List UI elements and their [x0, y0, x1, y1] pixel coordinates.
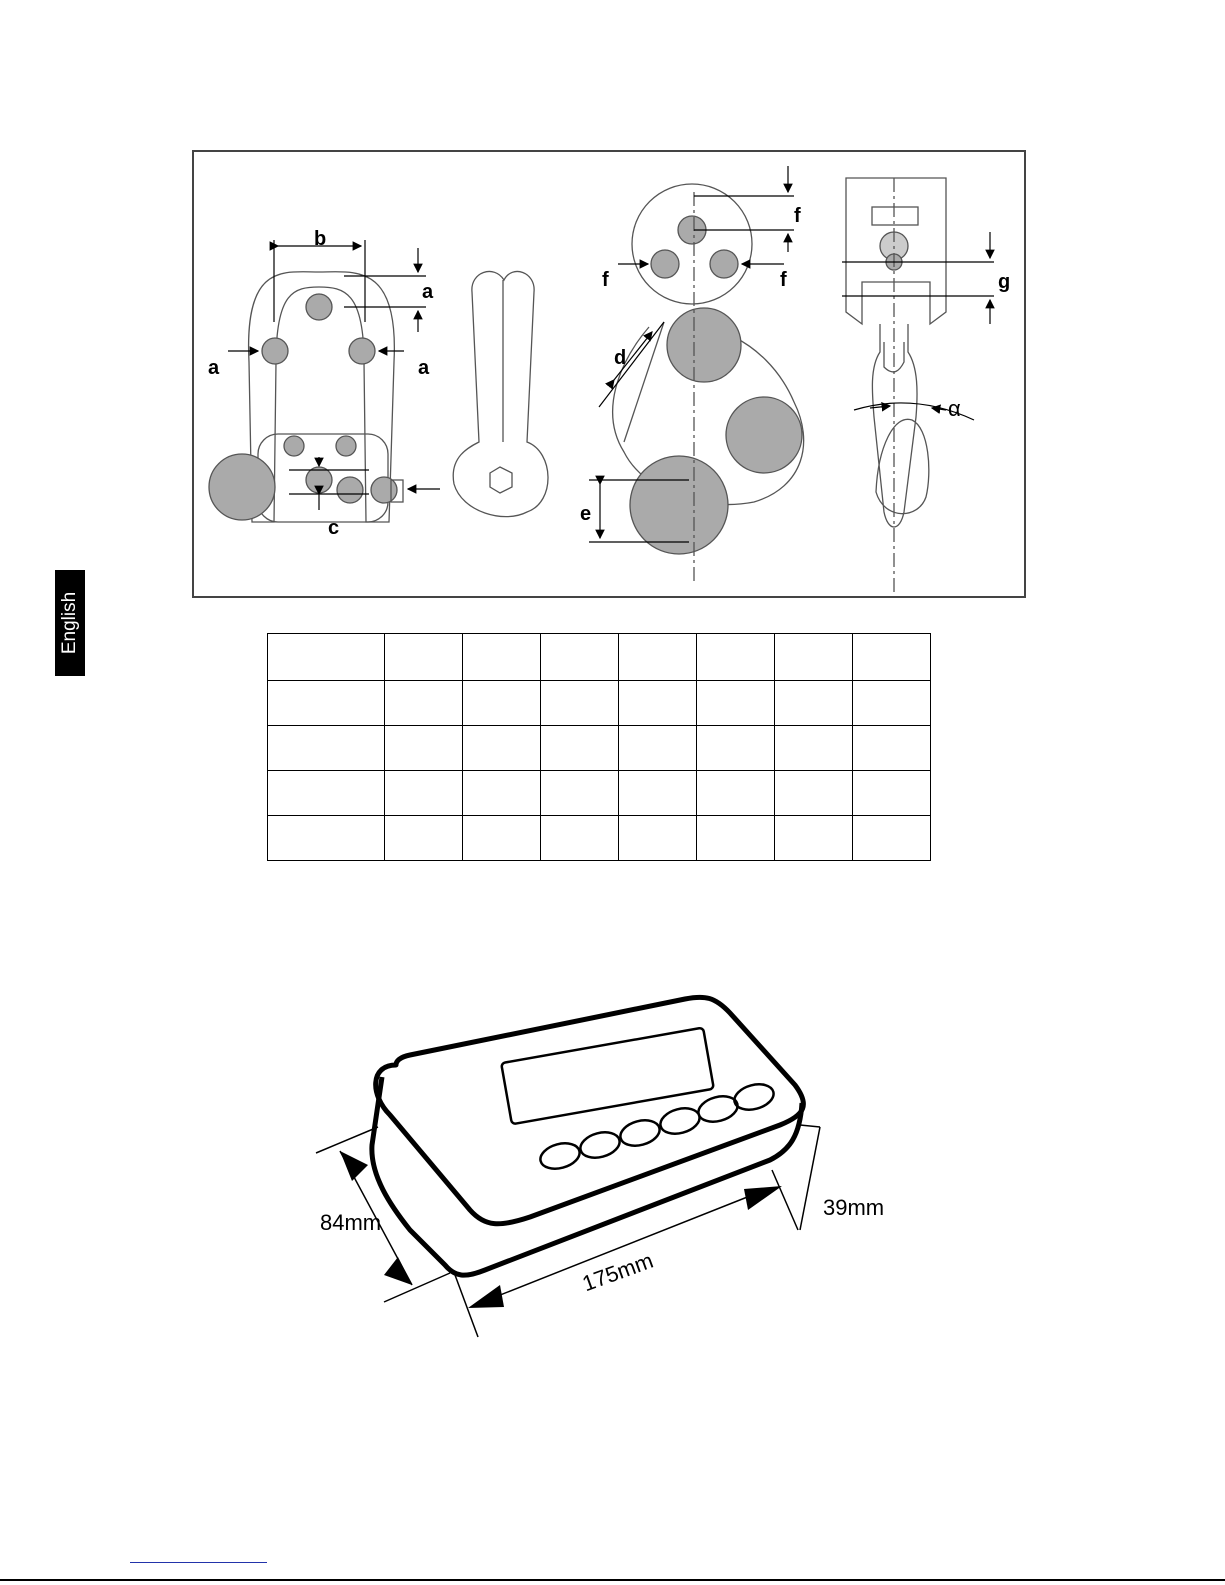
table-cell — [619, 634, 697, 681]
table-cell — [463, 726, 541, 771]
label-f-left: f — [602, 269, 609, 291]
hook-dimensions-figure — [192, 150, 1026, 598]
table-cell — [463, 681, 541, 726]
table-cell — [463, 771, 541, 816]
table-cell — [385, 816, 463, 861]
label-a-left: a — [208, 357, 220, 379]
display-button-4 — [658, 1104, 703, 1138]
table-cell — [697, 681, 775, 726]
display-button-1 — [538, 1139, 583, 1173]
label-e: e — [580, 503, 592, 525]
depth-label: 84mm — [320, 1210, 382, 1235]
label-alpha: α — [948, 396, 961, 421]
table-cell — [541, 816, 619, 861]
table-cell — [385, 726, 463, 771]
table-cell — [385, 681, 463, 726]
table-cell — [268, 771, 385, 816]
table-cell — [853, 634, 931, 681]
table-cell — [463, 816, 541, 861]
table-cell — [541, 771, 619, 816]
table-cell — [541, 634, 619, 681]
hook-side-dimension-lines — [842, 232, 994, 420]
table-cell — [541, 681, 619, 726]
table-row — [268, 681, 931, 726]
table-cell — [385, 634, 463, 681]
table-cell — [463, 634, 541, 681]
display-button-3 — [618, 1116, 663, 1150]
language-tab-label: English — [59, 591, 80, 655]
table-row — [268, 771, 931, 816]
table-cell — [775, 681, 853, 726]
table-cell — [853, 771, 931, 816]
label-a-right: a — [418, 357, 430, 379]
label-g: g — [998, 271, 1011, 293]
language-tab — [55, 570, 85, 676]
table-cell — [775, 634, 853, 681]
table-cell — [697, 726, 775, 771]
table-cell — [697, 634, 775, 681]
table-row — [268, 816, 931, 861]
table-row — [268, 634, 931, 681]
label-f-right: f — [780, 269, 787, 291]
footer-link-underline — [130, 1562, 267, 1563]
table-cell — [268, 681, 385, 726]
label-d: d — [614, 347, 627, 369]
table-cell — [619, 681, 697, 726]
display-screen — [501, 1028, 714, 1125]
table-cell — [853, 681, 931, 726]
width-label: 175mm — [578, 1247, 657, 1297]
dimension-table — [267, 633, 931, 861]
table-cell — [619, 816, 697, 861]
display-housing-drawing — [300, 985, 940, 1365]
hook-dimensions-drawing — [194, 152, 1024, 596]
shackle-side-view — [453, 271, 548, 516]
hook-front-view — [613, 184, 804, 582]
table-cell — [268, 816, 385, 861]
table-cell — [268, 634, 385, 681]
display-dimension-lines — [316, 1125, 820, 1337]
table-cell — [697, 816, 775, 861]
table-cell — [853, 726, 931, 771]
table-cell — [775, 726, 853, 771]
table-cell — [619, 726, 697, 771]
display-dimension-arrows — [340, 1151, 782, 1308]
display-buttons — [538, 1139, 583, 1173]
page-bottom-rule — [0, 1579, 1225, 1581]
table-cell — [775, 771, 853, 816]
shackle-front-view — [209, 272, 403, 522]
display-button-2 — [578, 1128, 623, 1162]
table-cell — [775, 816, 853, 861]
label-b: b — [314, 228, 327, 250]
table-cell — [697, 771, 775, 816]
table-cell — [541, 726, 619, 771]
label-f-top: f — [794, 205, 801, 227]
table-cell — [853, 816, 931, 861]
label-c: c — [328, 517, 340, 539]
table-cell — [385, 771, 463, 816]
table-cell — [619, 771, 697, 816]
table-cell — [268, 726, 385, 771]
height-label: 39mm — [823, 1195, 885, 1220]
table-row — [268, 726, 931, 771]
label-a-top: a — [422, 281, 434, 303]
hook-side-view — [846, 178, 946, 592]
